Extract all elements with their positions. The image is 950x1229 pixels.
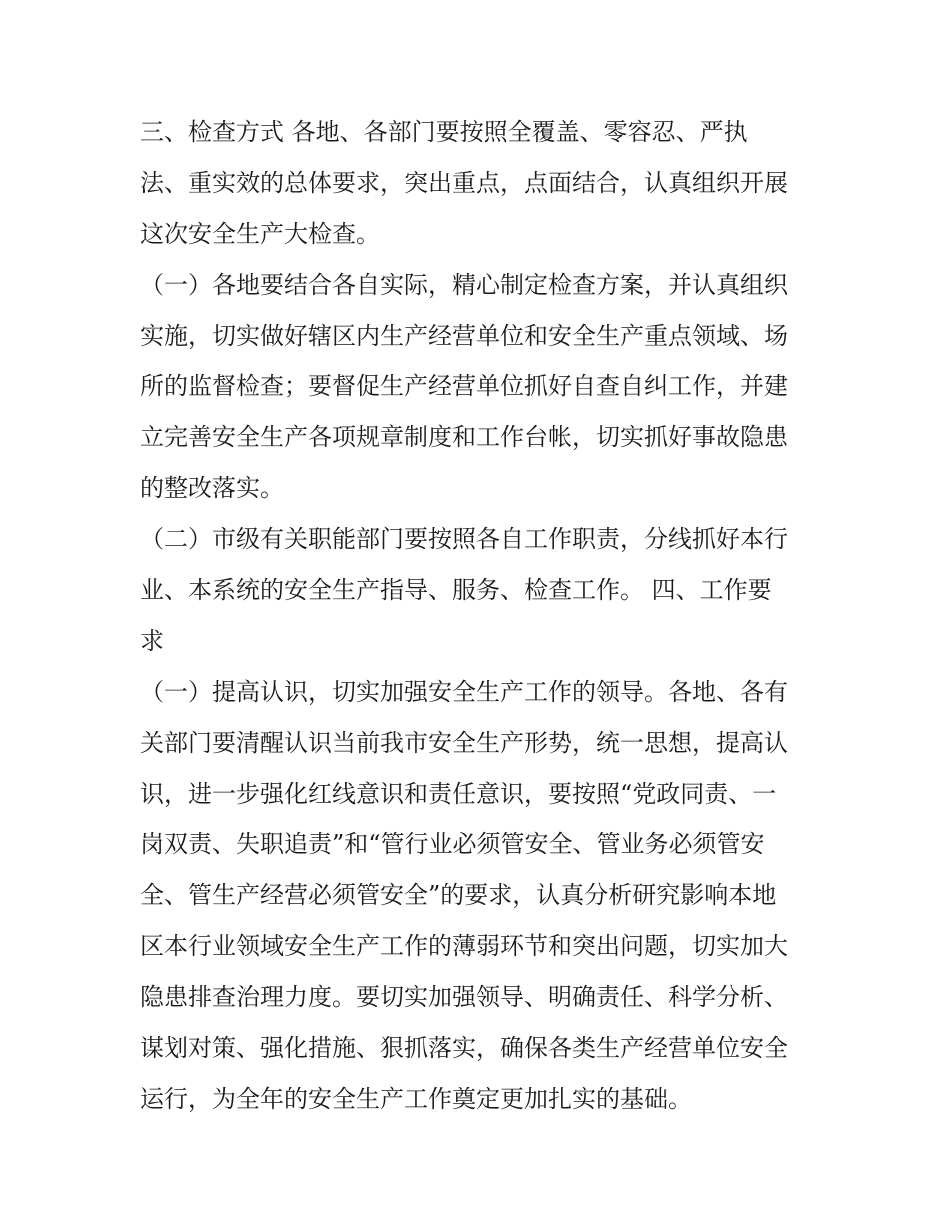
text-line: 识，进一步强化红线意识和责任意识，要按照“党政同责、一 <box>140 779 777 808</box>
text-line: （一）提高认识，切实加强安全生产工作的领导。各地、各有 <box>140 677 788 706</box>
text-line: 关部门要清醒认识当前我市安全生产形势，统一思想，提高认 <box>140 728 788 757</box>
text-line: 隐患排查治理力度。要切实加强领导、明确责任、科学分析、 <box>140 983 788 1012</box>
text-line: （二）市级有关职能部门要按照各自工作职责，分线抓好本行 <box>140 525 788 554</box>
text-line: 全、管生产经营必须管安全”的要求，认真分析研究影响本地 <box>140 881 777 910</box>
text-line: 业、本系统的安全生产指导、服务、检查工作。 四、工作要 <box>140 576 772 605</box>
text-line: 立完善安全生产各项规章制度和工作台帐，切实抓好事故隐患 <box>140 423 788 452</box>
text-line: （一）各地要结合各自实际，精心制定检查方案，并认真组织 <box>140 270 788 299</box>
text-line: 求 <box>140 626 164 655</box>
text-line: 法、重实效的总体要求，突出重点，点面结合，认真组织开展 <box>140 168 788 197</box>
text-line: 区本行业领域安全生产工作的薄弱环节和突出问题，切实加大 <box>140 932 788 961</box>
text-line: 实施，切实做好辖区内生产经营单位和安全生产重点领域、场 <box>140 321 788 350</box>
document-body <box>140 107 820 1125</box>
text-line: 的整改落实。 <box>140 474 284 503</box>
text-line: 谋划对策、强化措施、狠抓落实，确保各类生产经营单位安全 <box>140 1034 788 1063</box>
text-line: 所的监督检查；要督促生产经营单位抓好自查自纠工作，并建 <box>140 372 788 401</box>
text-line: 这次安全生产大检查。 <box>140 219 380 248</box>
text-line: 三、检查方式 各地、各部门要按照全覆盖、零容忍、严执 <box>140 118 748 146</box>
text-line: 运行，为全年的安全生产工作奠定更加扎实的基础。 <box>140 1084 692 1113</box>
text-line: 岗双责、失职追责”和“管行业必须管安全、管业务必须管安 <box>140 830 765 859</box>
